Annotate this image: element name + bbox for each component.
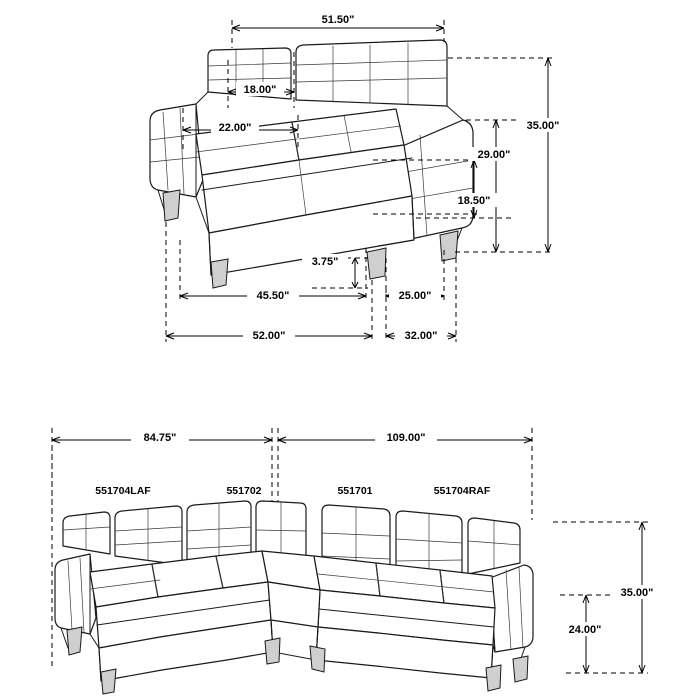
top-view-group — [150, 12, 569, 342]
model-label-laf: 551704LAF — [95, 485, 151, 497]
dim-overall-depth: 32.00" — [404, 330, 438, 342]
dim-sectional-seat-height: 24.00" — [568, 624, 602, 636]
dim-seat-cushion-depth: 22.00" — [218, 122, 252, 134]
sectional-illustration — [55, 501, 533, 694]
dim-sectional-overall-height: 35.00" — [620, 587, 654, 599]
model-label-corner: 551701 — [337, 485, 373, 497]
dim-arm-height: 29.00" — [477, 149, 511, 161]
model-label-raf: 551704RAF — [433, 485, 491, 497]
dim-overall-height: 35.00" — [526, 120, 560, 132]
dim-seat-height: 18.50" — [457, 195, 491, 207]
bottom-view-group — [52, 428, 664, 694]
dim-seat-depth: 25.00" — [398, 290, 432, 302]
dim-leg-height: 3.75" — [311, 256, 339, 268]
dim-overall-back-width: 51.50" — [321, 14, 355, 26]
dim-back-cushion-height: 18.00" — [243, 84, 277, 96]
model-label-armless: 551702 — [226, 485, 262, 497]
dim-left-section-width: 84.75" — [143, 432, 177, 444]
dim-right-section-width: 109.00" — [386, 432, 426, 444]
dim-seat-width: 45.50" — [256, 290, 290, 302]
dim-overall-width: 52.00" — [252, 330, 286, 342]
loveseat-illustration — [150, 40, 473, 288]
